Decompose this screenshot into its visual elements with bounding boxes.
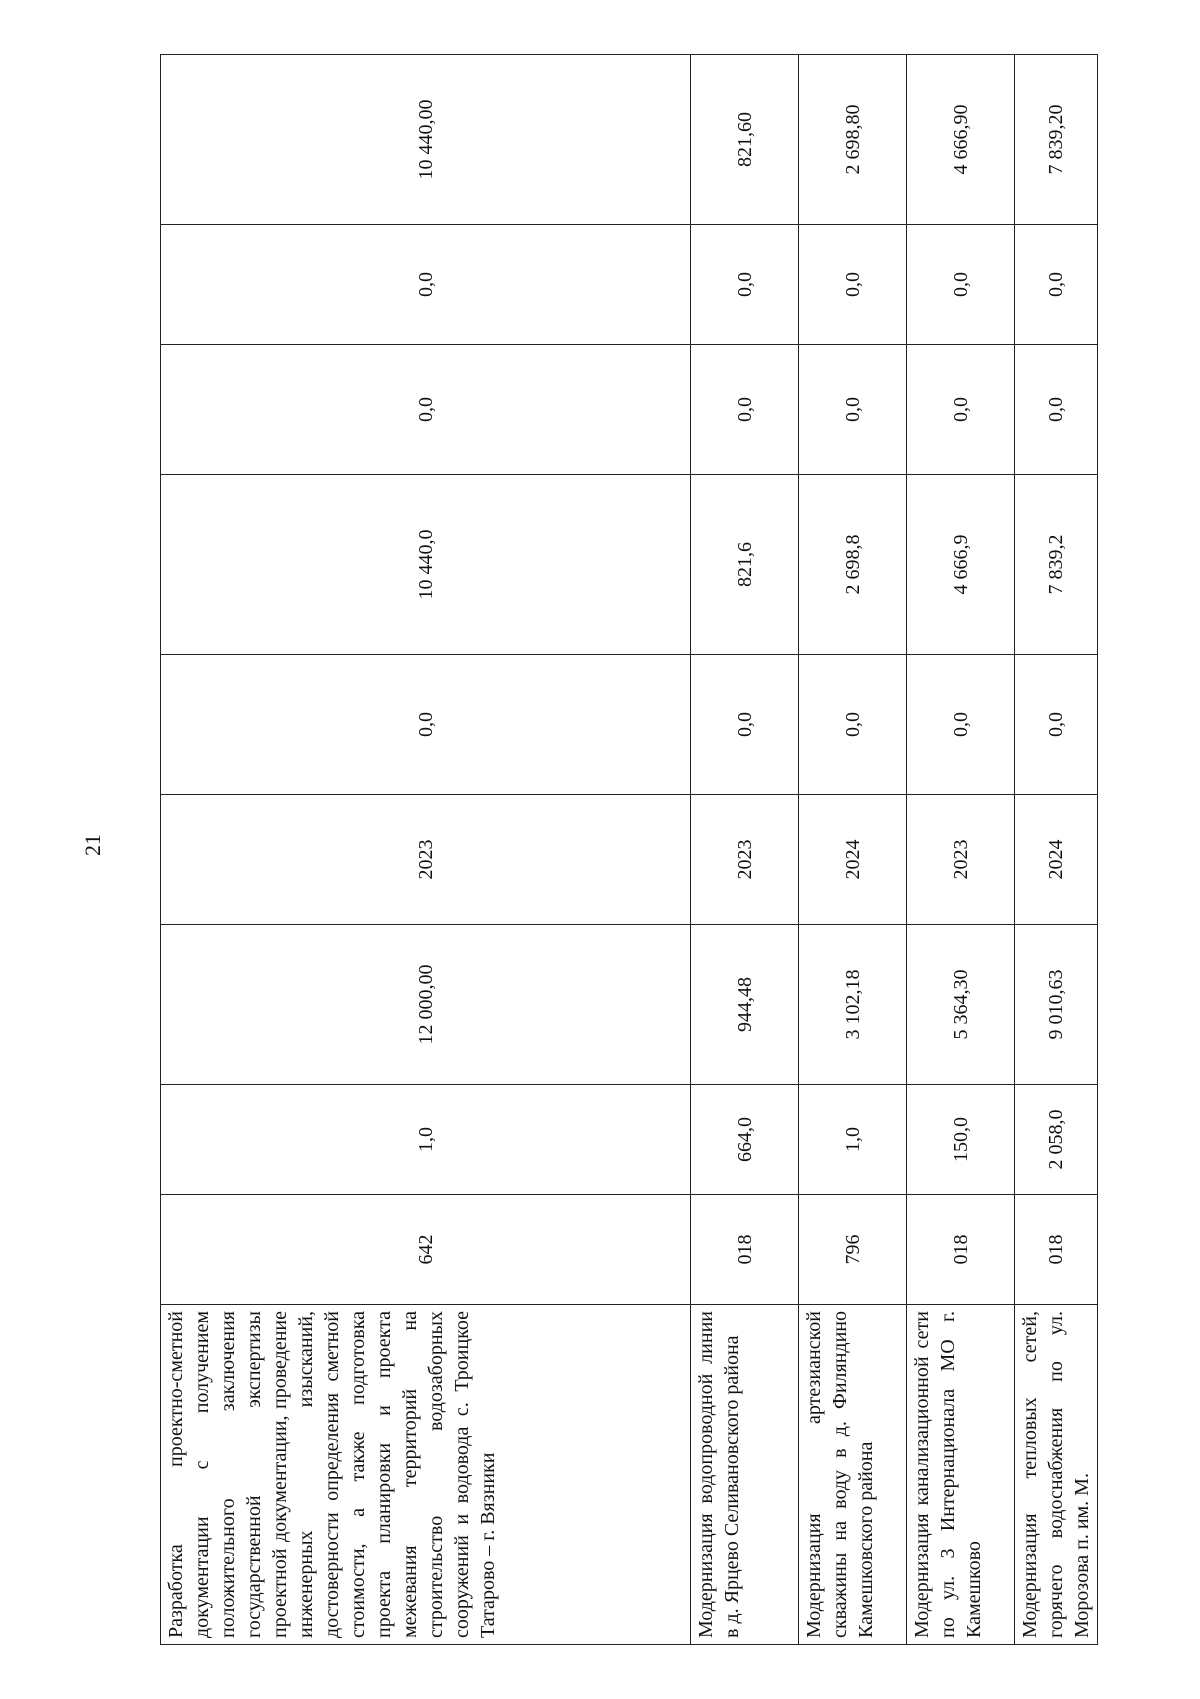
row-total: 7 839,20 (1015, 55, 1098, 225)
row-description: Модернизация артезианской скважины на воду в д. Филяндино Камешковского района (799, 1305, 907, 1645)
row-funding-3: 0,0 (161, 345, 691, 475)
row-funding-3: 0,0 (1015, 345, 1098, 475)
row-funding-2: 4 666,9 (907, 475, 1015, 655)
row-description: Разработка проектно-сметной документации с получением положительного заключения государственной экспертизы проектной документации, проведение инженерных изысканий, достоверности определения сметной стоимости, а также подготовка проекта планировки и проекта межевания территорий на строительство водозаборных сооружений и водовода с. Троицкое Татарово – г. Вязники (161, 1305, 691, 1645)
row-description: Модернизация водопроводной линии в д. Ярцево Селивановского района (691, 1305, 799, 1645)
row-funding-4: 0,0 (799, 225, 907, 345)
row-quantity: 150,0 (907, 1085, 1015, 1195)
table-row (161, 55, 691, 1645)
row-cost: 944,48 (691, 925, 799, 1085)
row-year: 2024 (799, 795, 907, 925)
table-row (907, 55, 1015, 1645)
row-quantity: 1,0 (799, 1085, 907, 1195)
row-cost: 12 000,00 (161, 925, 691, 1085)
row-year: 2024 (1015, 795, 1098, 925)
row-year: 2023 (161, 795, 691, 925)
row-total: 4 666,90 (907, 55, 1015, 225)
row-funding-2: 2 698,8 (799, 475, 907, 655)
row-cost: 5 364,30 (907, 925, 1015, 1085)
row-funding-3: 0,0 (691, 345, 799, 475)
row-total: 2 698,80 (799, 55, 907, 225)
row-quantity: 1,0 (161, 1085, 691, 1195)
row-funding-3: 0,0 (799, 345, 907, 475)
row-unit-code: 642 (161, 1195, 691, 1305)
row-funding-4: 0,0 (691, 225, 799, 345)
row-funding-4: 0,0 (1015, 225, 1098, 345)
row-funding-2: 7 839,2 (1015, 475, 1098, 655)
row-unit-code: 796 (799, 1195, 907, 1305)
row-quantity: 664,0 (691, 1085, 799, 1195)
row-year: 2023 (691, 795, 799, 925)
row-funding-4: 0,0 (907, 225, 1015, 345)
row-description: Модернизация тепловых сетей, горячего водоснабжения по ул. Морозова п. им. М. (1015, 1305, 1098, 1645)
row-description: Модернизация канализационной сети по ул. 3 Интернационала МО г. Камешково (907, 1305, 1015, 1645)
row-unit-code: 018 (907, 1195, 1015, 1305)
row-total: 10 440,00 (161, 55, 691, 225)
row-funding-1: 0,0 (799, 655, 907, 795)
row-funding-1: 0,0 (1015, 655, 1098, 795)
row-funding-1: 0,0 (907, 655, 1015, 795)
page-number: 21 (80, 834, 105, 856)
table-wrapper (160, 55, 1093, 1645)
row-unit-code: 018 (691, 1195, 799, 1305)
row-cost: 9 010,63 (1015, 925, 1098, 1085)
row-funding-2: 10 440,0 (161, 475, 691, 655)
row-unit-code: 018 (1015, 1195, 1098, 1305)
row-funding-1: 0,0 (691, 655, 799, 795)
row-quantity: 2 058,0 (1015, 1085, 1098, 1195)
program-table (160, 54, 1098, 1645)
table-row (691, 55, 799, 1645)
table-row (1015, 55, 1098, 1645)
row-total: 821,60 (691, 55, 799, 225)
table-row (799, 55, 907, 1645)
row-funding-3: 0,0 (907, 345, 1015, 475)
row-funding-1: 0,0 (161, 655, 691, 795)
row-year: 2023 (907, 795, 1015, 925)
row-funding-2: 821,6 (691, 475, 799, 655)
row-cost: 3 102,18 (799, 925, 907, 1085)
row-funding-4: 0,0 (161, 225, 691, 345)
